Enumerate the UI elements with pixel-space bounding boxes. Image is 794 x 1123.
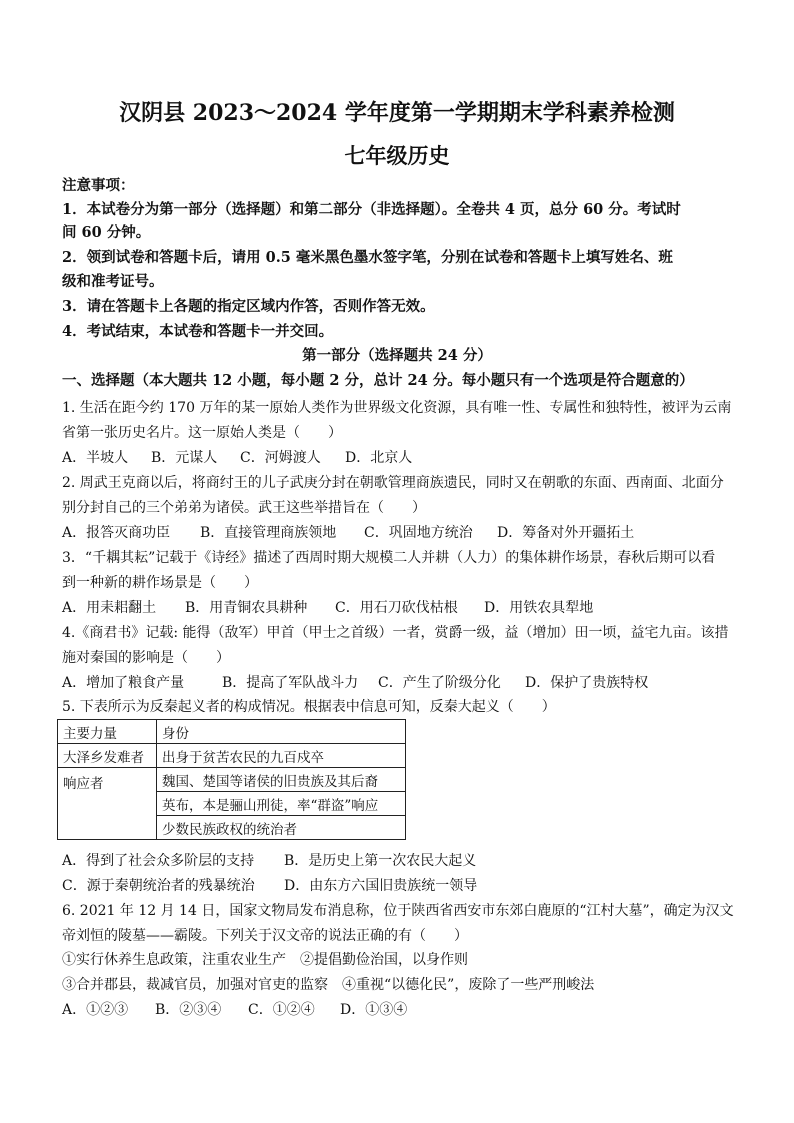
q6-stem-a: 6. 2021 年 12 月 14 日，国家文物局发布消息称，位于陕西省西安市东郊白鹿原的“江村大墓”，确定为汉文	[62, 903, 734, 919]
exam-title: 汉阴县 2023～2024 学年度第一学期期末学科素养检测	[119, 100, 675, 126]
q6-option-d[interactable]: D．①③④	[340, 1002, 408, 1018]
q5-table-header-identity: 身份	[157, 720, 406, 744]
q5-table-row1-label: 大泽乡发难者	[58, 744, 157, 768]
exam-subtitle: 七年级历史	[344, 143, 450, 168]
q5-table	[57, 719, 406, 840]
note-1a: 1．本试卷分为第一部分（选择题）和第二部分（非选择题）。全卷共 4 页，总分 60 分。考试时	[62, 201, 681, 218]
q6-options	[62, 1001, 407, 1019]
q1-option-d[interactable]: D．北京人	[345, 450, 413, 466]
q3-stem-a: 3．“千耦其耘”记载于《诗经》描述了西周时期大规模二人并耕（人力）的集体耕作场景，春秋后期可以看	[62, 550, 716, 566]
q5-table-row2-item: 少数民族政权的统治者	[157, 816, 406, 840]
q5-option-d[interactable]: D．由东方六国旧贵族统一领导	[284, 878, 478, 894]
q1-option-b[interactable]: B．元谋人	[151, 450, 218, 466]
q6-option-b[interactable]: B．②③④	[155, 1002, 222, 1018]
q4-option-a[interactable]: A．增加了粮食产量	[62, 675, 185, 691]
q5-table-row1-value: 出身于贫苦农民的九百戍卒	[157, 744, 406, 768]
q6-option-a[interactable]: A．①②③	[62, 1002, 129, 1018]
note-2a: 2．领到试卷和答题卡后，请用 0.5 毫米黑色墨水签字笔，分别在试卷和答题卡上填写姓名、班	[62, 249, 673, 266]
q2-stem-a: 2. 周武王克商以后，将商纣王的儿子武庚分封在朝歌管理商族遗民，同时又在朝歌的东面、西南面、北面分	[62, 475, 724, 491]
q5-option-b[interactable]: B．是历史上第一次农民大起义	[284, 853, 477, 869]
note-3: 3．请在答题卡上各题的指定区域内作答，否则作答无效。	[62, 298, 435, 315]
q2-stem-b: 别分封自己的三个弟弟为诸侯。武王这些举措旨在（ ）	[62, 500, 426, 516]
q3-option-a[interactable]: A．用耒耜翻土	[62, 600, 157, 616]
q5-option-a[interactable]: A．得到了社会众多阶层的支持	[62, 853, 255, 869]
q2-option-c[interactable]: C．巩固地方统治	[364, 525, 473, 541]
q3-options	[62, 599, 593, 617]
q4-stem-a: 4.《商君书》记载: 能得（敌军）甲首（甲士之首级）一者，赏爵一级，益（增加）田一顷，益宅九亩。该措	[62, 625, 729, 641]
q1-option-a[interactable]: A．半坡人	[62, 450, 129, 466]
q6-stem-b: 帝刘恒的陵墓——霸陵。下列关于汉文帝的说法正确的有（ ）	[62, 928, 468, 944]
q4-stem-b: 施对秦国的影响是（ ）	[62, 650, 230, 666]
q6-item-a: ①实行休养生息政策，注重农业生产 ②提倡勤俭治国，以身作则	[62, 952, 468, 968]
q3-stem-b: 到一种新的耕作场景是（ ）	[62, 575, 258, 591]
q2-option-d[interactable]: D．筹备对外开疆拓土	[497, 525, 635, 541]
q4-option-c[interactable]: C．产生了阶级分化	[378, 675, 501, 691]
q1-option-c[interactable]: C．河姆渡人	[240, 450, 321, 466]
q1-options	[62, 449, 412, 467]
q5-options-row1	[62, 852, 476, 870]
note-2b: 级和准考证号。	[62, 273, 164, 290]
q4-option-d[interactable]: D．保护了贵族特权	[525, 675, 649, 691]
q3-option-c[interactable]: C．用石刀砍伐枯根	[335, 600, 458, 616]
q4-options	[62, 674, 648, 692]
notes-heading: 注意事项：	[62, 177, 135, 194]
q5-table-header-force: 主要力量	[58, 720, 157, 744]
part-one-heading: 第一部分（选择题共 24 分）	[302, 347, 492, 364]
q5-stem: 5. 下表所示为反秦起义者的构成情况。根据表中信息可知，反秦大起义（ ）	[62, 699, 556, 715]
q3-option-b[interactable]: B．用青铜农具耕种	[185, 600, 308, 616]
q3-option-d[interactable]: D．用铁农具犁地	[484, 600, 594, 616]
q5-table-row2-label: 响应者	[58, 768, 157, 840]
q6-item-b: ③合并郡县，裁减官员，加强对官吏的监察 ④重视“以德化民”，废除了一些严刑峻法	[62, 977, 595, 993]
section-one-heading: 一、选择题（本大题共 12 小题，每小题 2 分，总计 24 分。每小题只有一个选项是符合题意的）	[62, 372, 694, 389]
q5-options-row2	[62, 877, 477, 895]
q2-options	[62, 524, 634, 542]
q5-table-row2-item: 魏国、楚国等诸侯的旧贵族及其后裔	[157, 768, 406, 792]
q6-option-c[interactable]: C．①②④	[248, 1002, 315, 1018]
q4-option-b[interactable]: B．提高了军队战斗力	[222, 675, 359, 691]
q1-stem-a: 1. 生活在距今约 170 万年的某一原始人类作为世界级文化资源，具有唯一性、专属性和独特性，被评为云南	[62, 400, 732, 416]
q5-table-row2-item: 英布，本是骊山刑徒，率“群盗”响应	[157, 792, 406, 816]
q2-option-b[interactable]: B．直接管理商族领地	[200, 525, 337, 541]
q1-stem-b: 省第一张历史名片。这一原始人类是（ ）	[62, 425, 342, 441]
note-4: 4．考试结束，本试卷和答题卡一并交回。	[62, 323, 334, 340]
q5-option-c[interactable]: C．源于秦朝统治者的残暴统治	[62, 878, 255, 894]
q2-option-a[interactable]: A．报答灭商功臣	[62, 525, 171, 541]
note-1b: 间 60 分钟。	[62, 224, 151, 241]
